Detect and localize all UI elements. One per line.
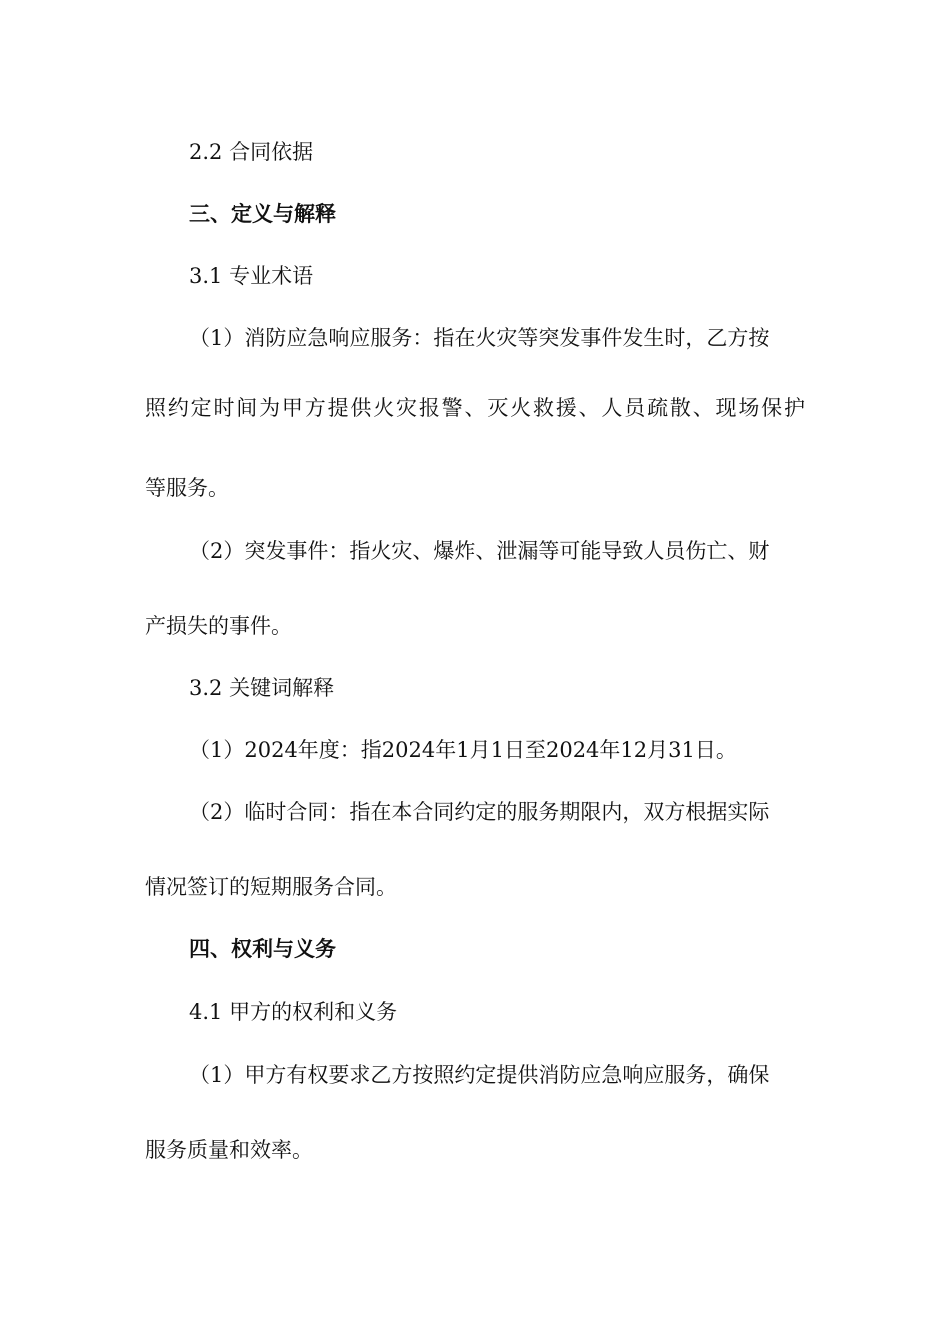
paragraph-4-1-1-line-1: （1）甲方有权要求乙方按照约定提供消防应急响应服务，确保 <box>189 1063 770 1087</box>
paragraph-3-2-1: （1）2024年度：指2024年1月1日至2024年12月31日。 <box>189 738 737 762</box>
paragraph-3-1-2-line-2: 产损失的事件。 <box>145 614 292 638</box>
section-3-heading: 三、定义与解释 <box>189 201 336 226</box>
paragraph-4-1-1-line-2: 服务质量和效率。 <box>145 1138 313 1162</box>
paragraph-3-1-1-line-3: 等服务。 <box>145 476 229 500</box>
paragraph-3-2-2-line-1: （2）临时合同：指在本合同约定的服务期限内，双方根据实际 <box>189 800 770 824</box>
subsection-3-2-title: 3.2 关键词解释 <box>189 676 335 700</box>
paragraph-3-1-2-line-1: （2）突发事件：指火灾、爆炸、泄漏等可能导致人员伤亡、财 <box>189 539 770 563</box>
subsection-4-1-title: 4.1 甲方的权利和义务 <box>189 1000 398 1024</box>
subsection-3-1-title: 3.1 专业术语 <box>189 264 314 288</box>
paragraph-3-1-1-line-1: （1）消防应急响应服务：指在火灾等突发事件发生时，乙方按 <box>189 326 770 350</box>
paragraph-3-2-2-line-2: 情况签订的短期服务合同。 <box>145 875 397 899</box>
subsection-2-2-title: 2.2 合同依据 <box>189 140 314 164</box>
paragraph-3-1-1-line-2: 照约定时间为甲方提供火灾报警、灭火救援、人员疏散、现场保护 <box>145 396 805 420</box>
section-4-heading: 四、权利与义务 <box>189 936 336 961</box>
